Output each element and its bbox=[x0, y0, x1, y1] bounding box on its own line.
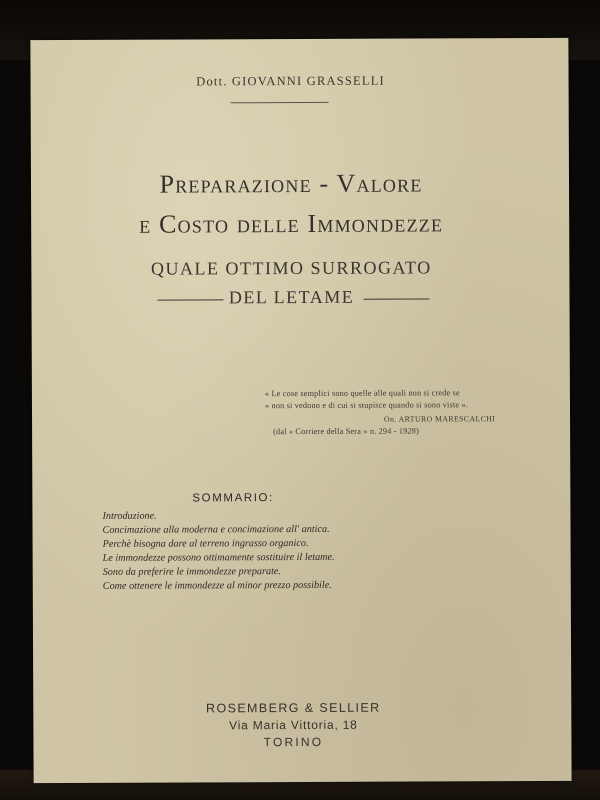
epigraph-attribution: On. ARTURO MARESCALCHI bbox=[384, 414, 496, 424]
subtitle-right-rule bbox=[364, 298, 430, 300]
sommario-item: Concimazione alla moderna e concimazione all' antica. bbox=[102, 523, 330, 536]
sommario-item: Le immondezze possono ottimamente sostituire il letame. bbox=[102, 551, 335, 564]
publisher-name: ROSEMBERG & SELLIER bbox=[205, 700, 381, 716]
author-underline bbox=[231, 102, 329, 103]
title-line-2: e Costo delle Immondezze bbox=[139, 208, 444, 239]
epigraph-line-1: « Le cose semplici sono quelle alle quali non si crede se bbox=[264, 388, 460, 399]
publisher-city: TORINO bbox=[263, 734, 324, 750]
epigraph-line-2: « non si vedono e di cui si stupisce quando si sono viste ». bbox=[264, 400, 469, 411]
booklet-cover bbox=[30, 38, 571, 783]
epigraph-source: (dal « Corriere della Sera » n. 294 - 1928) bbox=[273, 426, 420, 437]
sommario-item: Come ottenere le immondezze al minor prezzo possibile. bbox=[102, 579, 332, 592]
sommario-item: Sono da preferire le immondezze preparate. bbox=[102, 566, 281, 578]
sommario-item: Introduzione. bbox=[102, 510, 157, 522]
subtitle-line-1: QUALE OTTIMO SURROGATO bbox=[150, 257, 432, 279]
publisher-address: Via Maria Vittoria, 18 bbox=[229, 717, 358, 733]
title-line-1: Preparazione - Valore bbox=[159, 168, 423, 199]
sommario-heading: SOMMARIO: bbox=[192, 492, 274, 505]
author-name: Dott. GIOVANNI GRASSELLI bbox=[196, 73, 385, 89]
sommario-item: Perchè bisogna dare al terreno ingrasso organico. bbox=[102, 537, 309, 550]
subtitle-line-2: DEL LETAME bbox=[228, 286, 355, 308]
